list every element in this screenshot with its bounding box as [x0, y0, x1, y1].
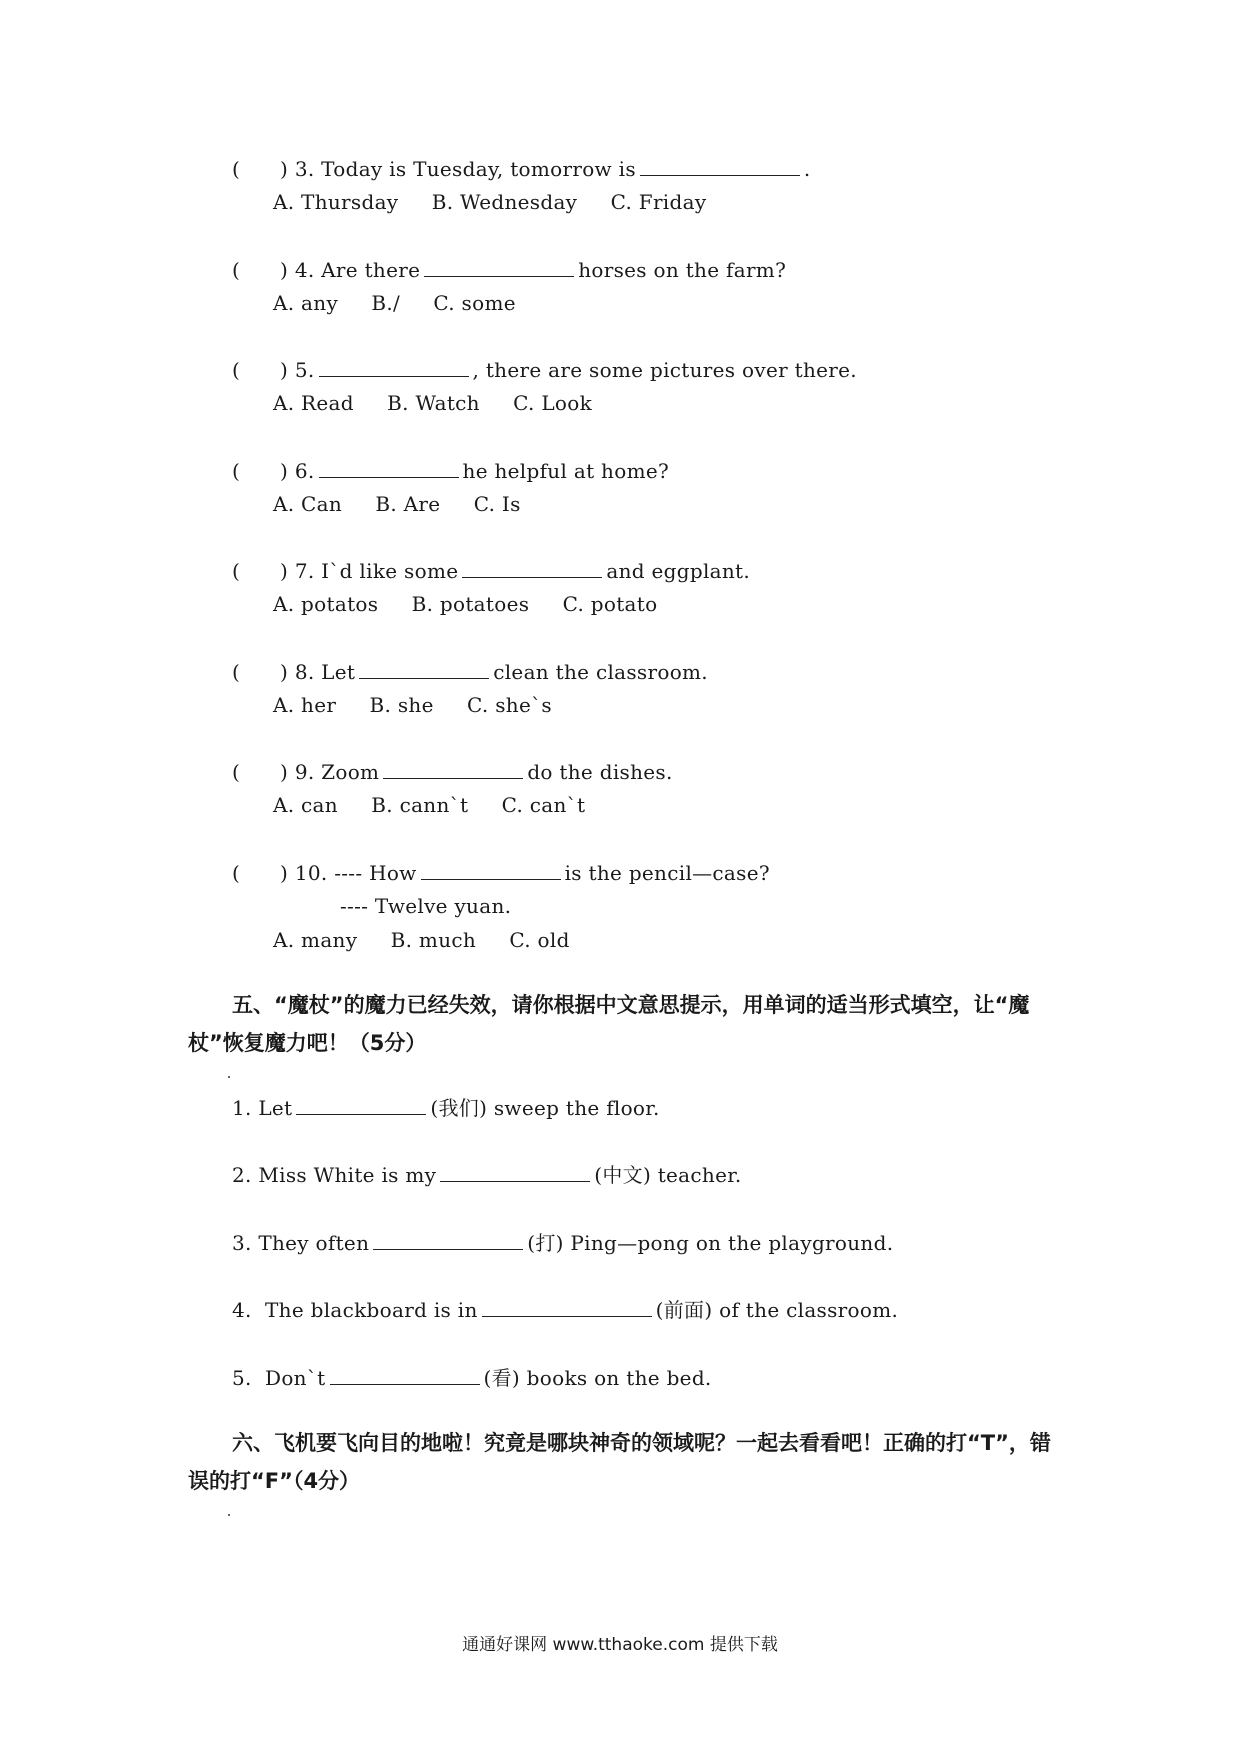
question-stem: 6.	[294, 459, 315, 483]
question-stem-end: he helpful at home?	[462, 459, 670, 483]
answer-blank[interactable]	[421, 861, 561, 880]
answer-blank[interactable]	[640, 157, 800, 176]
question-4	[232, 258, 786, 282]
answer-paren: ( )	[232, 861, 289, 885]
question-9	[232, 760, 673, 784]
answer-blank[interactable]	[319, 358, 469, 377]
question-stem: 7. I`d like some	[294, 559, 459, 583]
fill-item-text: 4. The blackboard is in	[232, 1298, 478, 1322]
question-stem: 4. Are there	[294, 258, 421, 282]
question-9-options: A. can B. cann`t C. can`t	[273, 793, 586, 817]
question-5	[232, 358, 857, 382]
answer-blank[interactable]	[424, 258, 574, 277]
fill-blank[interactable]	[296, 1096, 426, 1115]
fill-item-text: 3. They often	[232, 1231, 370, 1255]
fill-item-hint: (中文) teacher.	[594, 1163, 742, 1187]
fill-item-hint: (看) books on the bed.	[483, 1366, 712, 1390]
fill-blank[interactable]	[373, 1231, 523, 1250]
question-10	[232, 861, 770, 885]
fill-item-text: 2. Miss White is my	[232, 1163, 437, 1187]
question-stem: 5.	[294, 358, 315, 382]
fill-blank[interactable]	[330, 1366, 480, 1385]
fill-item-1	[232, 1096, 660, 1120]
question-6	[232, 459, 669, 483]
answer-paren: ( )	[232, 358, 289, 382]
question-stem-end: , there are some pictures over there.	[472, 358, 857, 382]
section-5-title: 五、“魔杖”的魔力已经失效，请你根据中文意思提示，用单词的适当形式填空，让“魔杖”恢复魔力吧！（5分）	[188, 993, 1030, 1055]
answer-paren: ( )	[232, 157, 289, 181]
fill-blank[interactable]	[482, 1298, 652, 1317]
answer-paren: ( )	[232, 258, 289, 282]
question-7	[232, 559, 750, 583]
question-5-options: A. Read B. Watch C. Look	[273, 391, 593, 415]
fill-item-hint: (前面) of the classroom.	[655, 1298, 899, 1322]
question-6-options: A. Can B. Are C. Is	[273, 492, 521, 516]
stray-dot	[228, 1076, 230, 1078]
fill-item-3	[232, 1231, 893, 1255]
section-6-title: 六、飞机要飞向目的地啦！究竟是哪块神奇的领域呢？一起去看看吧！正确的打“T”，错误的打“F”（4分）	[188, 1431, 1051, 1493]
stray-dot	[228, 1514, 230, 1516]
answer-paren: ( )	[232, 559, 289, 583]
question-8	[232, 660, 708, 684]
question-stem-end: .	[803, 157, 811, 181]
question-stem: 10. ---- How	[294, 861, 417, 885]
question-stem-end: do the dishes.	[527, 760, 673, 784]
question-stem: 9. Zoom	[294, 760, 380, 784]
fill-item-text: 5. Don`t	[232, 1366, 326, 1390]
answer-paren: ( )	[232, 459, 289, 483]
answer-blank[interactable]	[383, 760, 523, 779]
fill-item-hint: (我们) sweep the floor.	[430, 1096, 660, 1120]
answer-blank[interactable]	[319, 459, 459, 478]
fill-item-4	[232, 1298, 898, 1322]
fill-item-5	[232, 1366, 712, 1390]
question-stem-end: horses on the farm?	[578, 258, 787, 282]
page-footer: 通通好课网 www.tthaoke.com 提供下载	[462, 1635, 778, 1655]
fill-blank[interactable]	[440, 1163, 590, 1182]
question-stem-end: and eggplant.	[606, 559, 751, 583]
question-stem-end: clean the classroom.	[493, 660, 708, 684]
question-3	[232, 157, 811, 181]
answer-paren: ( )	[232, 660, 289, 684]
fill-item-2	[232, 1163, 742, 1187]
question-10-answer-line: ---- Twelve yuan.	[340, 894, 512, 918]
question-7-options: A. potatos B. potatoes C. potato	[273, 592, 658, 616]
question-stem: 3. Today is Tuesday, tomorrow is	[294, 157, 636, 181]
fill-item-hint: (打) Ping—pong on the playground.	[527, 1231, 894, 1255]
question-3-options: A. Thursday B. Wednesday C. Friday	[273, 190, 707, 214]
answer-blank[interactable]	[359, 660, 489, 679]
question-10-options: A. many B. much C. old	[273, 928, 570, 952]
question-stem: 8. Let	[294, 660, 356, 684]
question-8-options: A. her B. she C. she`s	[273, 693, 552, 717]
question-stem-end: is the pencil—case?	[564, 861, 770, 885]
answer-paren: ( )	[232, 760, 289, 784]
answer-blank[interactable]	[462, 559, 602, 578]
fill-item-text: 1. Let	[232, 1096, 293, 1120]
question-4-options: A. any B./ C. some	[273, 291, 516, 315]
